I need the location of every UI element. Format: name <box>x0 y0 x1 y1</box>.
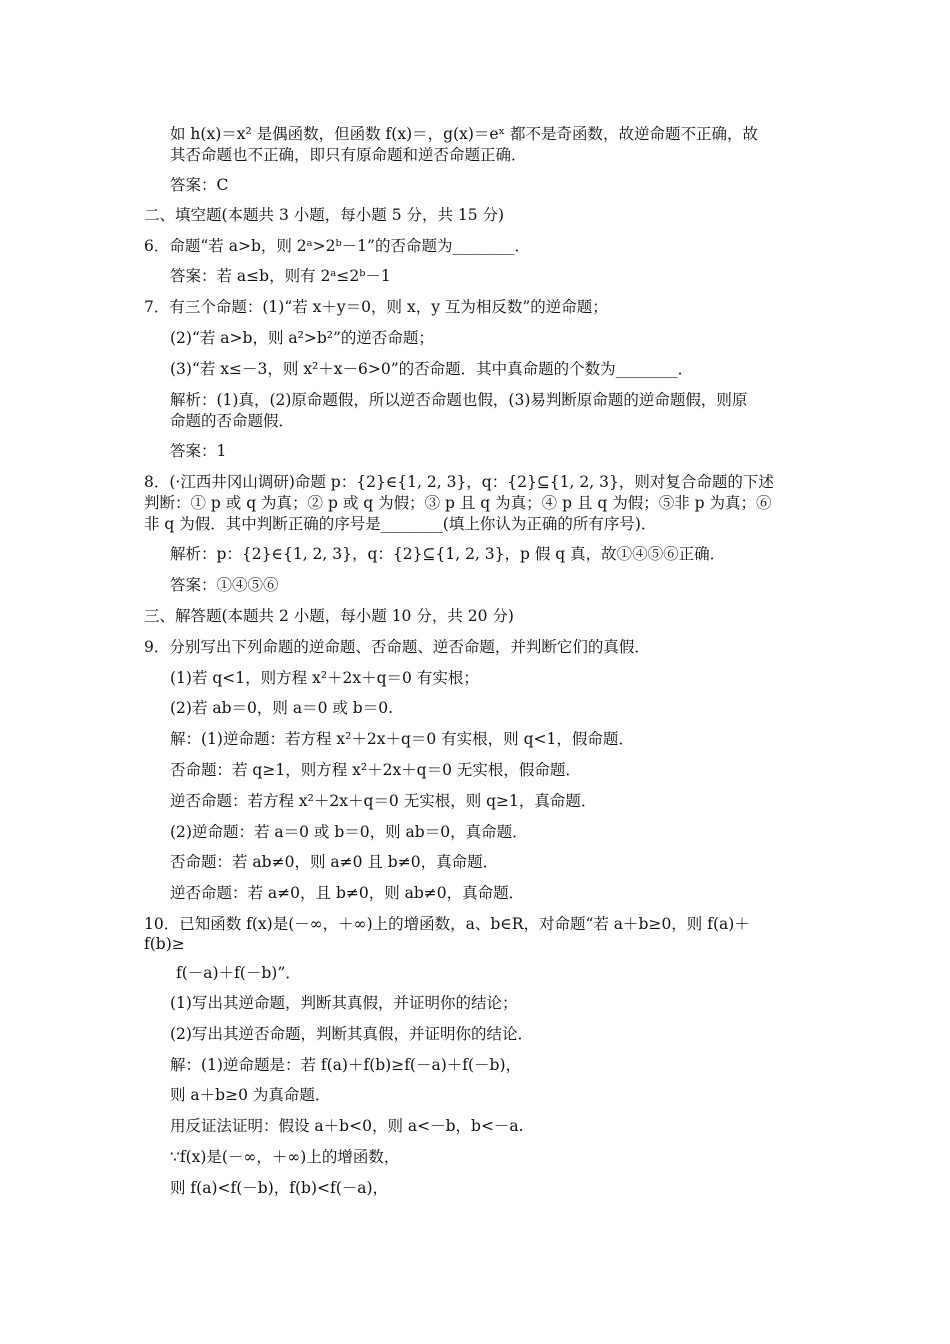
text-line: 逆否命题：若方程 x²＋2x＋q＝0 无实根，则 q≥1，真命题． <box>170 792 597 810</box>
text-line: 解析：p：{2}∈{1, 2, 3}，q：{2}⊆{1, 2, 3}，p 假 q 真，故①④⑤⑥正确． <box>170 545 726 563</box>
text-line: (3)“若 x≤－3，则 x²＋x－6>0”的否命题．其中真命题的个数为________． <box>170 360 694 378</box>
answer-line: 答案：1 <box>170 442 227 460</box>
text-line: 解：(1)逆命题：若方程 x²＋2x＋q＝0 有实根，则 q<1，假命题． <box>170 730 634 748</box>
question-line: 10．已知函数 f(x)是(－∞，＋∞)上的增函数，a、b∈R，对命题“若 a＋b≥0，则 f(a)＋ <box>144 915 750 933</box>
text-line: (1)若 q<1，则方程 x²＋2x＋q＝0 有实根； <box>170 669 479 687</box>
text-line: (2)若 ab＝0，则 a＝0 或 b＝0. <box>170 699 394 717</box>
text-line: 命题的否命题假． <box>170 412 295 430</box>
question-line: 6．命题“若 a>b，则 2ᵃ>2ᵇ－1”的否命题为________． <box>144 237 530 255</box>
text-line: f(b)≥ <box>144 935 185 953</box>
text-line: (1)写出其逆命题，判断其真假，并证明你的结论； <box>170 994 518 1012</box>
answer-line: 答案：若 a≤b，则有 2ᵃ≤2ᵇ－1 <box>170 267 391 285</box>
text-line: 判断：① p 或 q 为真；② p 或 q 为假；③ p 且 q 为真；④ p 且 q 为假；⑤非 p 为真；⑥ <box>144 494 772 512</box>
question-line: 9．分别写出下列命题的逆命题、否命题、逆否命题，并判断它们的真假． <box>144 638 650 656</box>
text-line: 则 f(a)<f(－b)，f(b)<f(－a)， <box>170 1179 389 1197</box>
text-line: 则 a＋b≥0 为真命题． <box>170 1086 331 1104</box>
section-heading: 三、解答题(本题共 2 小题，每小题 10 分，共 20 分) <box>144 607 514 625</box>
text-line: 答案：C <box>170 176 229 194</box>
text-line: ∵f(x)是(－∞，＋∞)上的增函数， <box>170 1148 400 1166</box>
section-heading: 二、填空题(本题共 3 小题，每小题 5 分，共 15 分) <box>144 206 505 224</box>
text-line: 如 h(x)＝x² 是偶函数，但函数 f(x)＝，g(x)＝eˣ 都不是奇函数，故逆命题不正确，故 <box>170 125 759 143</box>
question-line: 7．有三个命题：(1)“若 x＋y＝0，则 x，y 互为相反数”的逆命题； <box>144 298 608 316</box>
text-line: 解析：(1)真，(2)原命题假，所以逆否命题也假，(3)易判断原命题的逆命题假，则原 <box>170 391 748 409</box>
text-line: 其否命题也不正确，即只有原命题和逆否命题正确． <box>170 146 527 164</box>
question-line: 8．(·江西井冈山调研)命题 p：{2}∈{1, 2, 3}，q：{2}⊆{1, 2, 3}，则对复合命题的下述 <box>144 473 774 491</box>
text-line: 用反证法证明：假设 a＋b<0，则 a<－b，b<－a. <box>170 1117 524 1135</box>
text-line: 否命题：若 q≥1，则方程 x²＋2x＋q＝0 无实根，假命题． <box>170 761 581 779</box>
text-line: 否命题：若 ab≠0，则 a≠0 且 b≠0，真命题． <box>170 853 499 871</box>
text-line: f(－a)＋f(－b)”． <box>176 964 301 982</box>
text-line: (2)“若 a>b，则 a²>b²”的逆否命题； <box>170 329 434 347</box>
text-line: 非 q 为假．其中判断正确的序号是________(填上你认为正确的所有序号)． <box>144 515 657 533</box>
text-line: (2)写出其逆否命题，判断其真假，并证明你的结论． <box>170 1025 533 1043</box>
text-line: 逆否命题：若 a≠0，且 b≠0，则 ab≠0，真命题． <box>170 884 525 902</box>
answer-line: 答案：①④⑤⑥ <box>170 576 279 594</box>
text-line: 解：(1)逆命题是：若 f(a)＋f(b)≥f(－a)＋f(－b)， <box>170 1056 522 1074</box>
text-line: (2)逆命题：若 a＝0 或 b＝0，则 ab＝0，真命题． <box>170 823 528 841</box>
